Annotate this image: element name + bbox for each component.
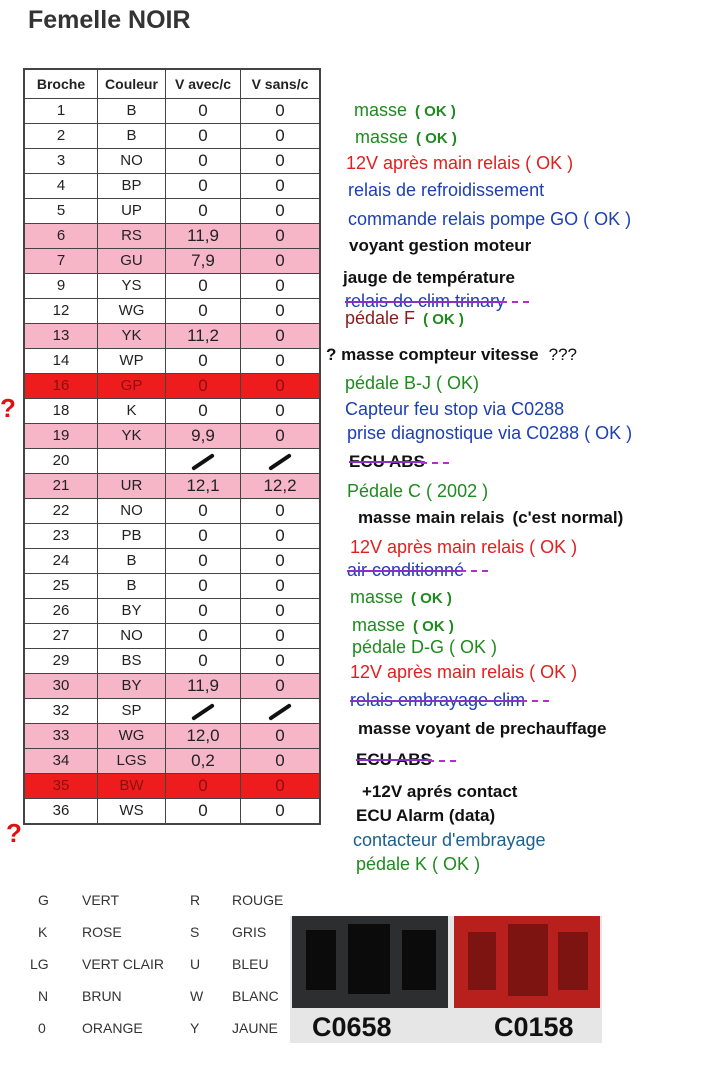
- cell-v-avec: 0: [166, 574, 241, 599]
- connector-label-right: C0158: [494, 1012, 574, 1042]
- dash-mark: [268, 453, 292, 471]
- legend-name: VERT: [82, 892, 120, 908]
- table-row: [24, 99, 320, 124]
- pin-note-text: masse: [354, 100, 408, 120]
- cell-v-sans: 0: [241, 249, 321, 274]
- legend-name: ROSE: [82, 924, 122, 940]
- table-row: [24, 124, 320, 149]
- cell-v-avec: 0,2: [166, 749, 241, 774]
- header-couleur: Couleur: [98, 69, 166, 99]
- cell-couleur: B: [98, 99, 166, 124]
- pin-note-text: pédale F: [345, 308, 416, 328]
- connector-red: [454, 916, 600, 1008]
- cell-broche: 14: [24, 349, 98, 374]
- cell-v-avec: 0: [166, 499, 241, 524]
- legend-name: BLANC: [232, 988, 279, 1004]
- cell-broche: 9: [24, 274, 98, 299]
- cell-v-avec: 0: [166, 649, 241, 674]
- table-row: [24, 674, 320, 699]
- cell-broche: 18: [24, 399, 98, 424]
- cell-v-sans: 0: [241, 674, 321, 699]
- cell-couleur: RS: [98, 224, 166, 249]
- cell-v-sans: 0: [241, 799, 321, 825]
- cell-v-sans: 0: [241, 749, 321, 774]
- legend-name: VERT CLAIR: [82, 956, 164, 972]
- cell-v-avec: 11,9: [166, 674, 241, 699]
- pin-note: [356, 750, 432, 770]
- dash-mark: [268, 703, 292, 721]
- legend-name: JAUNE: [232, 1020, 278, 1036]
- cell-v-sans: 0: [241, 549, 321, 574]
- cell-couleur: WP: [98, 349, 166, 374]
- pin-note: [362, 782, 517, 802]
- cell-couleur: NO: [98, 499, 166, 524]
- cell-couleur: BY: [98, 599, 166, 624]
- table-row: [24, 724, 320, 749]
- pin-note-text: ECU Alarm (data): [356, 806, 496, 825]
- pin-note: [358, 719, 606, 739]
- cell-v-avec: 7,9: [166, 249, 241, 274]
- pin-note-text: pédale D-G ( OK ): [352, 637, 498, 657]
- legend-code: 0: [38, 1020, 46, 1036]
- cell-broche: 12: [24, 299, 98, 324]
- cell-v-sans: 0: [241, 599, 321, 624]
- pin-note-extra: (c'est normal): [512, 508, 624, 527]
- cell-v-sans: 0: [241, 649, 321, 674]
- pin-note: [345, 399, 564, 419]
- pin-note-ok: ( OK ): [413, 618, 454, 635]
- strike-dash: [428, 760, 456, 762]
- cell-couleur: YK: [98, 424, 166, 449]
- cell-v-avec: 0: [166, 299, 241, 324]
- cell-v-sans: 0: [241, 499, 321, 524]
- legend-name: GRIS: [232, 924, 267, 940]
- table-row: [24, 424, 320, 449]
- question-mark-pin-16: ?: [0, 393, 16, 423]
- cell-broche: 6: [24, 224, 98, 249]
- header-v-avec: V avec/c: [166, 69, 241, 99]
- cell-broche: 22: [24, 499, 98, 524]
- table-row: [24, 649, 320, 674]
- cell-couleur: YK: [98, 324, 166, 349]
- cell-v-avec: 0: [166, 99, 241, 124]
- cell-v-avec: 0: [166, 774, 241, 799]
- pin-note-ok: ( OK ): [423, 311, 464, 328]
- cell-v-sans: 0: [241, 174, 321, 199]
- pin-note-text: 12V après main relais ( OK ): [350, 662, 578, 682]
- pin-note-ok: ( OK ): [411, 590, 452, 607]
- cell-couleur: YS: [98, 274, 166, 299]
- cell-v-avec: 0: [166, 799, 241, 825]
- legend-code: G: [38, 892, 49, 908]
- table-header-row: [24, 69, 320, 99]
- table-row: [24, 599, 320, 624]
- pin-note-text: pédale B-J ( OK): [345, 373, 480, 393]
- pin-note-text: pédale K ( OK ): [356, 854, 481, 874]
- legend-code: N: [38, 988, 49, 1004]
- legend-name: ROUGE: [232, 892, 284, 908]
- cell-v-avec: 0: [166, 349, 241, 374]
- cell-v-avec: 11,9: [166, 224, 241, 249]
- pin-note-text: Capteur feu stop via C0288: [345, 399, 565, 419]
- cell-couleur: PB: [98, 524, 166, 549]
- table-row: [24, 199, 320, 224]
- cell-v-avec: 0: [166, 274, 241, 299]
- pin-note-text: prise diagnostique via C0288 ( OK ): [347, 423, 633, 443]
- cell-v-sans: [241, 699, 321, 724]
- table-row: [24, 499, 320, 524]
- strike-dash: [501, 301, 529, 303]
- connector-photo: [290, 916, 602, 1043]
- pin-note-text: Pédale C ( 2002 ): [347, 481, 489, 501]
- cell-broche: 21: [24, 474, 98, 499]
- table-row: [24, 774, 320, 799]
- cell-broche: 13: [24, 324, 98, 349]
- cell-couleur: BP: [98, 174, 166, 199]
- legend-code: U: [190, 956, 201, 972]
- cell-broche: 2: [24, 124, 98, 149]
- cell-couleur: WG: [98, 724, 166, 749]
- table-row: [24, 274, 320, 299]
- cell-couleur: BS: [98, 649, 166, 674]
- pin-note: [355, 127, 457, 149]
- pin-note: [349, 236, 531, 256]
- header-broche: Broche: [24, 69, 98, 99]
- cell-v-sans: 0: [241, 524, 321, 549]
- cell-v-avec: [166, 449, 241, 474]
- pin-note: [350, 587, 452, 609]
- pin-note: [356, 854, 480, 874]
- cell-broche: 35: [24, 774, 98, 799]
- table-row: [24, 349, 320, 374]
- strike-dash: [421, 462, 449, 464]
- cell-broche: 5: [24, 199, 98, 224]
- pin-note-text: 12V après main relais ( OK ): [346, 153, 574, 173]
- cell-v-sans: 12,2: [241, 474, 321, 499]
- cell-broche: 1: [24, 99, 98, 124]
- legend-code: K: [38, 924, 48, 940]
- table-row: [24, 574, 320, 599]
- cell-v-avec: 0: [166, 199, 241, 224]
- table-row: [24, 699, 320, 724]
- table-row: [24, 374, 320, 399]
- pin-note: [347, 481, 488, 501]
- pin-note-text: masse main relais: [358, 508, 505, 527]
- pin-note-text: jauge de température: [343, 268, 515, 287]
- pin-table: [23, 68, 321, 825]
- cell-v-avec: 0: [166, 599, 241, 624]
- cell-v-sans: 0: [241, 324, 321, 349]
- cell-v-avec: 0: [166, 124, 241, 149]
- legend-name: ORANGE: [82, 1020, 143, 1036]
- cell-couleur: NO: [98, 149, 166, 174]
- pin-note: [347, 560, 464, 580]
- cell-v-sans: 0: [241, 624, 321, 649]
- cell-v-sans: 0: [241, 224, 321, 249]
- pin-note: [348, 180, 544, 200]
- table-row: [24, 474, 320, 499]
- cell-v-avec: 0: [166, 374, 241, 399]
- table-row: [24, 524, 320, 549]
- dash-mark: [191, 703, 215, 721]
- cell-couleur: LGS: [98, 749, 166, 774]
- pin-note: [350, 662, 577, 682]
- legend-name: BLEU: [232, 956, 269, 972]
- cell-couleur: BW: [98, 774, 166, 799]
- cell-broche: 20: [24, 449, 98, 474]
- table-row: [24, 549, 320, 574]
- cell-v-sans: 0: [241, 374, 321, 399]
- cell-v-sans: 0: [241, 349, 321, 374]
- pin-note-text: commande relais pompe GO ( OK ): [348, 209, 632, 229]
- pin-note-text: masse: [355, 127, 409, 147]
- pin-note-ok: ( OK ): [416, 130, 457, 147]
- cell-v-avec: 12,0: [166, 724, 241, 749]
- cell-v-avec: 0: [166, 174, 241, 199]
- pin-note-extra: ???: [548, 345, 577, 364]
- pin-note-text: relais de clim trinary: [345, 291, 506, 311]
- legend-code: LG: [30, 956, 49, 972]
- table-row: [24, 174, 320, 199]
- pin-note: [352, 615, 454, 637]
- pin-note: [352, 637, 497, 657]
- pin-note: [326, 345, 577, 365]
- table-row: [24, 624, 320, 649]
- table-row: [24, 149, 320, 174]
- cell-broche: 23: [24, 524, 98, 549]
- cell-broche: 29: [24, 649, 98, 674]
- cell-couleur: GU: [98, 249, 166, 274]
- cell-broche: 26: [24, 599, 98, 624]
- question-mark-pin-35: ?: [6, 818, 22, 848]
- table-row: [24, 399, 320, 424]
- cell-broche: 24: [24, 549, 98, 574]
- cell-v-sans: 0: [241, 124, 321, 149]
- table-row: [24, 749, 320, 774]
- cell-broche: 32: [24, 699, 98, 724]
- pin-note: [345, 308, 464, 330]
- cell-couleur: B: [98, 574, 166, 599]
- cell-broche: 3: [24, 149, 98, 174]
- pin-note: [354, 100, 456, 122]
- cell-v-sans: 0: [241, 299, 321, 324]
- cell-couleur: WG: [98, 299, 166, 324]
- table-row: [24, 299, 320, 324]
- pin-note-text: masse: [352, 615, 406, 635]
- cell-couleur: B: [98, 549, 166, 574]
- pin-note-text: air conditionné: [347, 560, 465, 580]
- pin-note-text: masse: [350, 587, 404, 607]
- pin-note-text: ECU ABS: [356, 750, 432, 769]
- cell-broche: 27: [24, 624, 98, 649]
- cell-broche: 25: [24, 574, 98, 599]
- cell-broche: 4: [24, 174, 98, 199]
- dash-mark: [191, 453, 215, 471]
- cell-v-avec: 12,1: [166, 474, 241, 499]
- strike-dash: [521, 700, 549, 702]
- pin-note-text: ECU ABS: [349, 452, 425, 471]
- cell-broche: 33: [24, 724, 98, 749]
- pin-note: [345, 373, 479, 393]
- table-row: [24, 449, 320, 474]
- cell-broche: 7: [24, 249, 98, 274]
- cell-couleur: K: [98, 399, 166, 424]
- pin-note-ok: ( OK ): [415, 103, 456, 120]
- table-row: [24, 324, 320, 349]
- cell-v-sans: 0: [241, 399, 321, 424]
- connector-black: [292, 916, 448, 1008]
- cell-couleur: SP: [98, 699, 166, 724]
- cell-v-sans: 0: [241, 199, 321, 224]
- cell-v-sans: 0: [241, 724, 321, 749]
- cell-couleur: BY: [98, 674, 166, 699]
- pin-note-text: relais de refroidissement: [348, 180, 545, 200]
- cell-couleur: NO: [98, 624, 166, 649]
- cell-v-sans: 0: [241, 574, 321, 599]
- pin-note: [348, 209, 631, 229]
- pin-note-text: ? masse compteur vitesse: [326, 345, 539, 364]
- cell-v-avec: 9,9: [166, 424, 241, 449]
- cell-couleur: WS: [98, 799, 166, 825]
- cell-broche: 34: [24, 749, 98, 774]
- cell-v-sans: 0: [241, 149, 321, 174]
- cell-v-avec: 0: [166, 524, 241, 549]
- legend-name: BRUN: [82, 988, 122, 1004]
- connector-label-left: C0658: [312, 1012, 392, 1042]
- pin-note-text: voyant gestion moteur: [349, 236, 532, 255]
- pin-note: [353, 830, 546, 850]
- cell-v-sans: [241, 449, 321, 474]
- pin-note: [347, 423, 632, 443]
- cell-v-avec: 0: [166, 549, 241, 574]
- pin-note-text: relais embrayage clim: [350, 690, 526, 710]
- cell-v-avec: [166, 699, 241, 724]
- pin-note: [349, 452, 425, 472]
- pin-note: [343, 268, 515, 288]
- cell-couleur: UR: [98, 474, 166, 499]
- cell-broche: 30: [24, 674, 98, 699]
- table-row: [24, 799, 320, 825]
- cell-couleur: GP: [98, 374, 166, 399]
- cell-couleur: [98, 449, 166, 474]
- cell-v-avec: 11,2: [166, 324, 241, 349]
- cell-v-sans: 0: [241, 424, 321, 449]
- pin-note-text: +12V aprés contact: [362, 782, 518, 801]
- pin-note: [356, 806, 495, 826]
- cell-v-avec: 0: [166, 149, 241, 174]
- cell-v-avec: 0: [166, 624, 241, 649]
- cell-broche: 36: [24, 799, 98, 825]
- cell-broche: 19: [24, 424, 98, 449]
- cell-v-sans: 0: [241, 99, 321, 124]
- pin-note-text: contacteur d'embrayage: [353, 830, 546, 850]
- legend-code: R: [190, 892, 201, 908]
- page-title: Femelle NOIR: [28, 6, 191, 34]
- cell-v-avec: 0: [166, 399, 241, 424]
- pin-note: [358, 508, 623, 528]
- table-row: [24, 249, 320, 274]
- cell-broche: 16: [24, 374, 98, 399]
- table-row: [24, 224, 320, 249]
- cell-v-sans: 0: [241, 774, 321, 799]
- pin-note: [346, 153, 573, 173]
- legend-code: S: [190, 924, 200, 940]
- cell-v-sans: 0: [241, 274, 321, 299]
- strike-dash: [460, 570, 488, 572]
- cell-couleur: UP: [98, 199, 166, 224]
- legend-code: W: [190, 988, 204, 1004]
- pin-note: [350, 690, 525, 710]
- pin-note-text: masse voyant de prechauffage: [358, 719, 607, 738]
- pin-note-text: 12V après main relais ( OK ): [350, 537, 578, 557]
- legend-code: Y: [190, 1020, 200, 1036]
- header-v-sans: V sans/c: [241, 69, 321, 99]
- pin-note: [350, 537, 577, 557]
- cell-couleur: B: [98, 124, 166, 149]
